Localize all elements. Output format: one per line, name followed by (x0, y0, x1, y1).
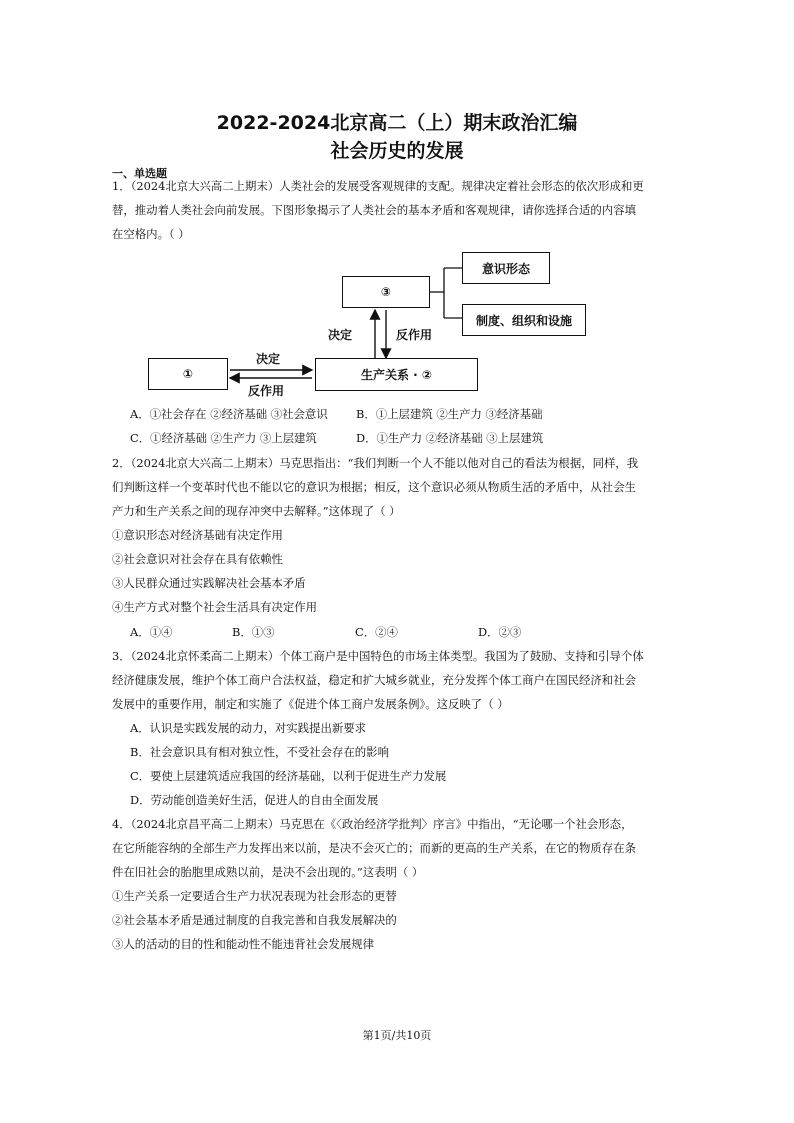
q2-option-b[interactable]: B．①③ (232, 625, 275, 639)
section-heading: 一、单选题 (112, 167, 167, 180)
q1-option-d[interactable]: D．①生产力 ②经济基础 ③上层建筑 (356, 431, 544, 445)
q2-item: ③人民群众通过实践解决社会基本矛盾 (112, 576, 306, 590)
q2-stem-line: 们判断这样一个变革时代也不能以它的意识为根据；相反，这个意识必须从物质生活的矛盾中，从社会生 (112, 480, 636, 494)
diagram-box-1: ① (148, 358, 228, 390)
q2-option-c[interactable]: C．②④ (355, 625, 398, 639)
q1-stem-line: 1．（2024北京大兴高二上期末）人类社会的发展受客观规律的支配。规律决定着社会形态的依次形成和更 (112, 179, 644, 193)
page-number: 第1页/共10页 (362, 1029, 432, 1042)
q2-item: ④生产方式对整个社会生活具有决定作用 (112, 600, 318, 614)
q2-option-a[interactable]: A．①④ (130, 625, 173, 639)
q3-stem-line: 发展中的重要作用，制定和实施了《促进个体工商户发展条例》。这反映了（ ） (112, 697, 509, 711)
q4-item: ③人的活动的目的性和能动性不能违背社会发展规律 (112, 937, 374, 951)
q3-stem-line: 经济健康发展，维护个体工商户合法权益，稳定和扩大城乡就业，充分发挥个体工商户在国民经济和社会 (112, 673, 636, 687)
diagram-box-ideology: 意识形态 (462, 252, 550, 284)
q4-item: ①生产关系一定要适合生产力状况表现为社会形态的更替 (112, 889, 397, 903)
q1-diagram (140, 248, 600, 396)
document-title: 2022-2024北京高二（上）期末政治汇编 (216, 112, 578, 134)
diagram-box-institutions: 制度、组织和设施 (462, 304, 586, 336)
q4-stem-line: 件在旧社会的胎胞里成熟以前，是决不会出现的。”这表明（ ） (112, 865, 424, 879)
q3-option-d[interactable]: D．劳动能创造美好生活，促进人的自由全面发展 (130, 793, 379, 807)
q2-item: ②社会意识对社会存在具有依赖性 (112, 552, 283, 566)
q1-option-a[interactable]: A．①社会存在 ②经济基础 ③社会意识 (130, 407, 328, 421)
q1-stem-line: 替，推动着人类社会向前发展。下图形象揭示了人类社会的基本矛盾和客观规律，请你选择合适的内容填 (112, 203, 636, 217)
q1-option-c[interactable]: C．①经济基础 ②生产力 ③上层建筑 (130, 431, 317, 445)
q2-item: ①意识形态对经济基础有决定作用 (112, 528, 283, 542)
q1-stem-line: 在空格内。（ ） (112, 227, 190, 241)
q3-option-a[interactable]: A．认识是实践发展的动力，对实践提出新要求 (130, 721, 367, 735)
diagram-label-decide-horizontal: 决定 (256, 352, 281, 366)
diagram-box-3: ③ (342, 276, 430, 308)
diagram-label-react-horizontal: 反作用 (248, 384, 285, 398)
q2-stem-line: 2．（2024北京大兴高二上期末）马克思指出：“我们判断一个人不能以他对自己的看法为根据，同样，我 (112, 456, 639, 470)
q2-stem-line: 产力和生产关系之间的现存冲突中去解释。”这体现了（ ） (112, 504, 401, 518)
diagram-label-decide-vertical: 决定 (328, 328, 353, 342)
diagram-box-production-relations: 生产关系 · ② (315, 358, 478, 391)
q3-option-b[interactable]: B．社会意识具有相对独立性，不受社会存在的影响 (130, 745, 389, 759)
q3-stem-line: 3．（2024北京怀柔高二上期末）个体工商户是中国特色的市场主体类型。我国为了鼓励、支持和引导个体 (112, 649, 644, 663)
document-subtitle: 社会历史的发展 (330, 140, 464, 162)
q4-stem-line: 4．（2024北京昌平高二上期末）马克思在《〈政治经济学批判〉序言》中指出，“无论哪一个社会形态， (112, 817, 633, 831)
q1-option-b[interactable]: B．①上层建筑 ②生产力 ③经济基础 (356, 407, 543, 421)
diagram-label-react-vertical: 反作用 (396, 328, 433, 342)
q2-option-d[interactable]: D．②③ (478, 625, 522, 639)
q3-option-c[interactable]: C．要使上层建筑适应我国的经济基础，以利于促进生产力发展 (130, 769, 447, 783)
q4-stem-line: 在它所能容纳的全部生产力发挥出来以前，是决不会灭亡的；而新的更高的生产关系，在它的物质存在条 (112, 841, 636, 855)
q4-item: ②社会基本矛盾是通过制度的自我完善和自我发展解决的 (112, 913, 397, 927)
